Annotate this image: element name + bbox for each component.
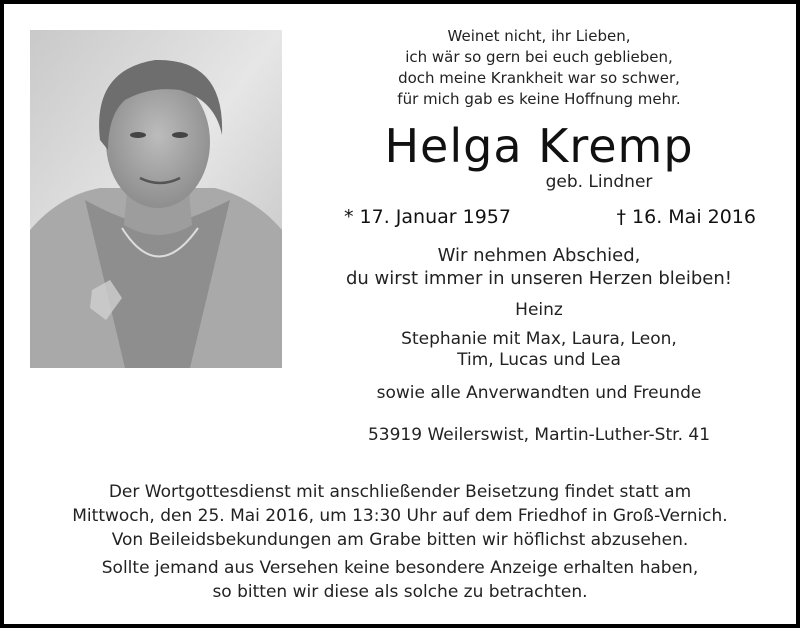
service-information — [30, 480, 770, 604]
poem-line: ich wär so gern bei euch geblieben, — [405, 48, 673, 66]
service-line: Von Beileidsbekundungen am Grabe bitten wir höflichst abzusehen. — [111, 530, 689, 550]
poem — [304, 26, 774, 110]
mourner-first: Heinz — [515, 300, 563, 320]
poem-line: für mich gab es keine Hoffnung mehr. — [397, 90, 681, 108]
service-line: Mittwoch, den 25. Mai 2016, um 13:30 Uhr auf dem Friedhof in Groß-Vernich. — [72, 506, 728, 526]
portrait-photo — [30, 30, 282, 368]
life-dates — [344, 206, 756, 228]
poem-line: doch meine Krankheit war so schwer, — [398, 69, 680, 87]
farewell-message — [304, 244, 774, 290]
notice-line: Sollte jemand aus Versehen keine besondere Anzeige erhalten haben, — [101, 558, 699, 578]
mourner-family-line: Tim, Lucas und Lea — [457, 350, 621, 370]
family-address: 53919 Weilerswist, Martin-Luther-Str. 41 — [367, 425, 711, 445]
relatives-line: sowie alle Anverwandten und Freunde — [376, 383, 702, 403]
portrait-photo-image — [30, 30, 282, 368]
farewell-line: du wirst immer in unseren Herzen bleiben! — [346, 268, 732, 289]
notice-right-column — [304, 26, 774, 445]
service-line: Der Wortgottesdienst mit anschließender Beisetzung findet statt am — [108, 482, 692, 502]
maiden-name: geb. Lindner — [545, 172, 653, 192]
mourner-family-line: Stephanie mit Max, Laura, Leon, — [401, 329, 677, 349]
death-date: † 16. Mai 2016 — [616, 206, 756, 228]
poem-line: Weinet nicht, ihr Lieben, — [447, 27, 631, 45]
notice-line: so bitten wir diese als solche zu betrachten. — [212, 582, 588, 602]
birth-date: * 17. Januar 1957 — [344, 206, 511, 228]
mourners — [304, 300, 774, 371]
deceased-name: Helga Kremp — [384, 119, 694, 173]
farewell-line: Wir nehmen Abschied, — [437, 245, 641, 266]
mourner-family — [304, 329, 774, 371]
